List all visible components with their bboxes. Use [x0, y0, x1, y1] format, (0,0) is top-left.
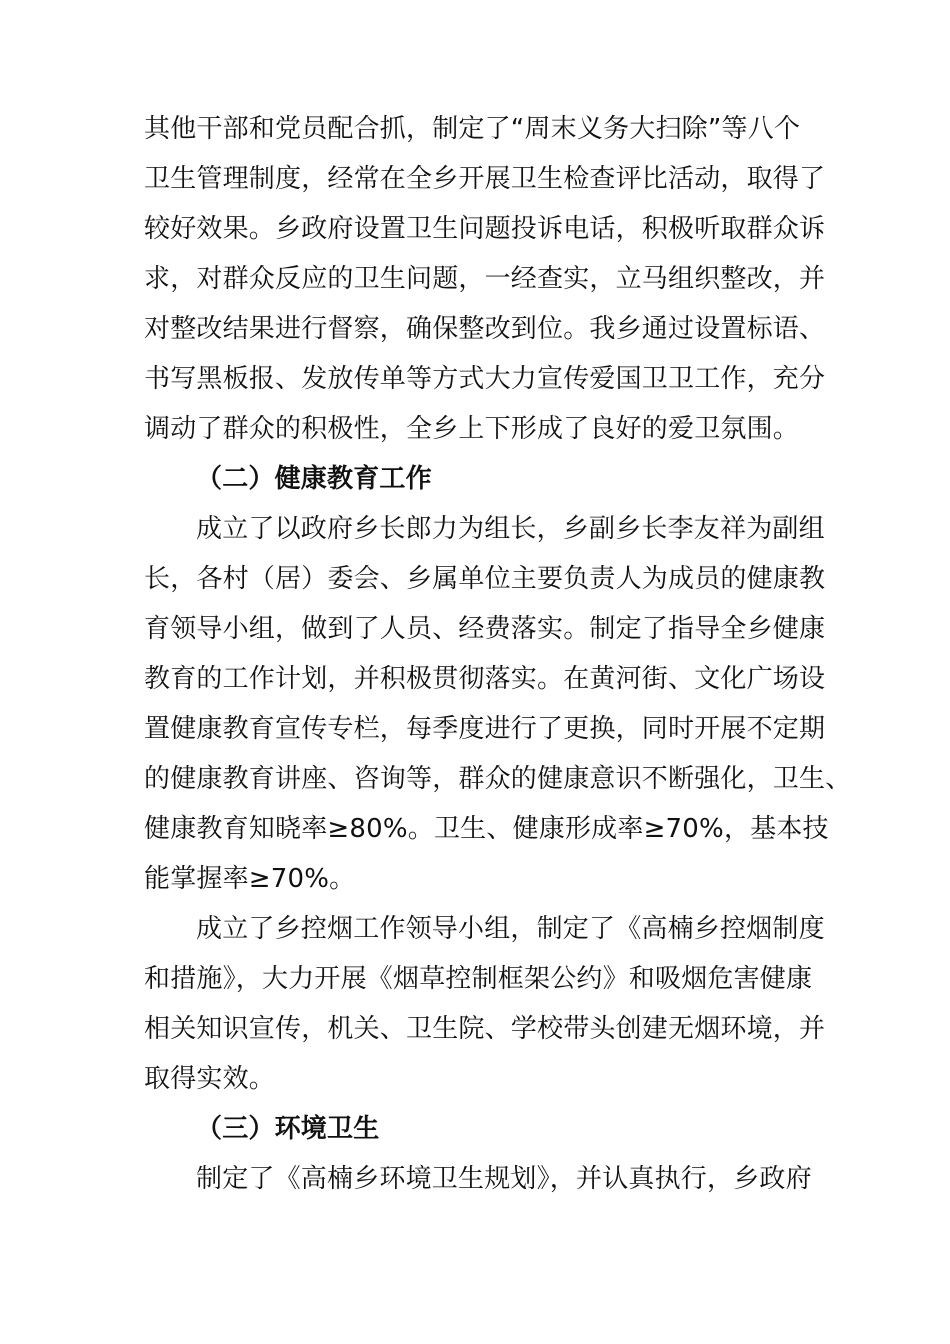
body-text-line: 长，各村（居）委会、乡属单位主要负责人为成员的健康教	[144, 564, 826, 594]
body-text-line: 育领导小组，做到了人员、经费落实。制定了指导全乡健康	[144, 614, 826, 644]
body-text-line: 求，对群众反应的卫生问题，一经查实，立马组织整改，并	[144, 264, 826, 294]
body-text-line: 较好效果。乡政府设置卫生问题投诉电话，积极听取群众诉	[144, 214, 826, 244]
body-text-line: 相关知识宣传，机关、卫生院、学校带头创建无烟环境，并	[144, 1014, 826, 1044]
body-text-line: 取得实效。	[144, 1064, 276, 1094]
body-text-line: 的健康教育讲座、咨询等，群众的健康意识不断强化，卫生、	[144, 764, 852, 794]
body-text-line: 对整改结果进行督察，确保整改到位。我乡通过设置标语、	[144, 314, 826, 344]
body-text-line: 置健康教育宣传专栏，每季度进行了更换，同时开展不定期	[144, 714, 826, 744]
paragraph-first-line: 成立了乡控烟工作领导小组，制定了《高楠乡控烟制度	[196, 914, 825, 944]
paragraph-first-line: 成立了以政府乡长郎力为组长，乡副乡长李友祥为副组	[196, 514, 825, 544]
section-heading: （二）健康教育工作	[196, 464, 432, 494]
body-text-line: 调动了群众的积极性，全乡上下形成了良好的爱卫氛围。	[144, 414, 800, 444]
body-text-line: 健康教育知晓率≥80%。卫生、健康形成率≥70%，基本技	[144, 814, 829, 844]
body-text-line: 其他干部和党员配合抓，制定了“周末义务大扫除”等八个	[144, 114, 801, 144]
body-text-line: 书写黑板报、发放传单等方式大力宣传爱国卫卫工作，充分	[144, 364, 826, 394]
body-text-line: 和措施》，大力开展《烟草控制框架公约》和吸烟危害健康	[144, 964, 813, 994]
paragraph-first-line: 制定了《高楠乡环境卫生规划》，并认真执行，乡政府	[196, 1164, 812, 1194]
section-heading: （三）环境卫生	[196, 1114, 380, 1144]
body-text-line: 教育的工作计划，并积极贯彻落实。在黄河街、文化广场设	[144, 664, 826, 694]
body-text-line: 能掌握率≥70%。	[144, 864, 356, 894]
body-text-line: 卫生管理制度，经常在全乡开展卫生检查评比活动，取得了	[144, 164, 826, 194]
